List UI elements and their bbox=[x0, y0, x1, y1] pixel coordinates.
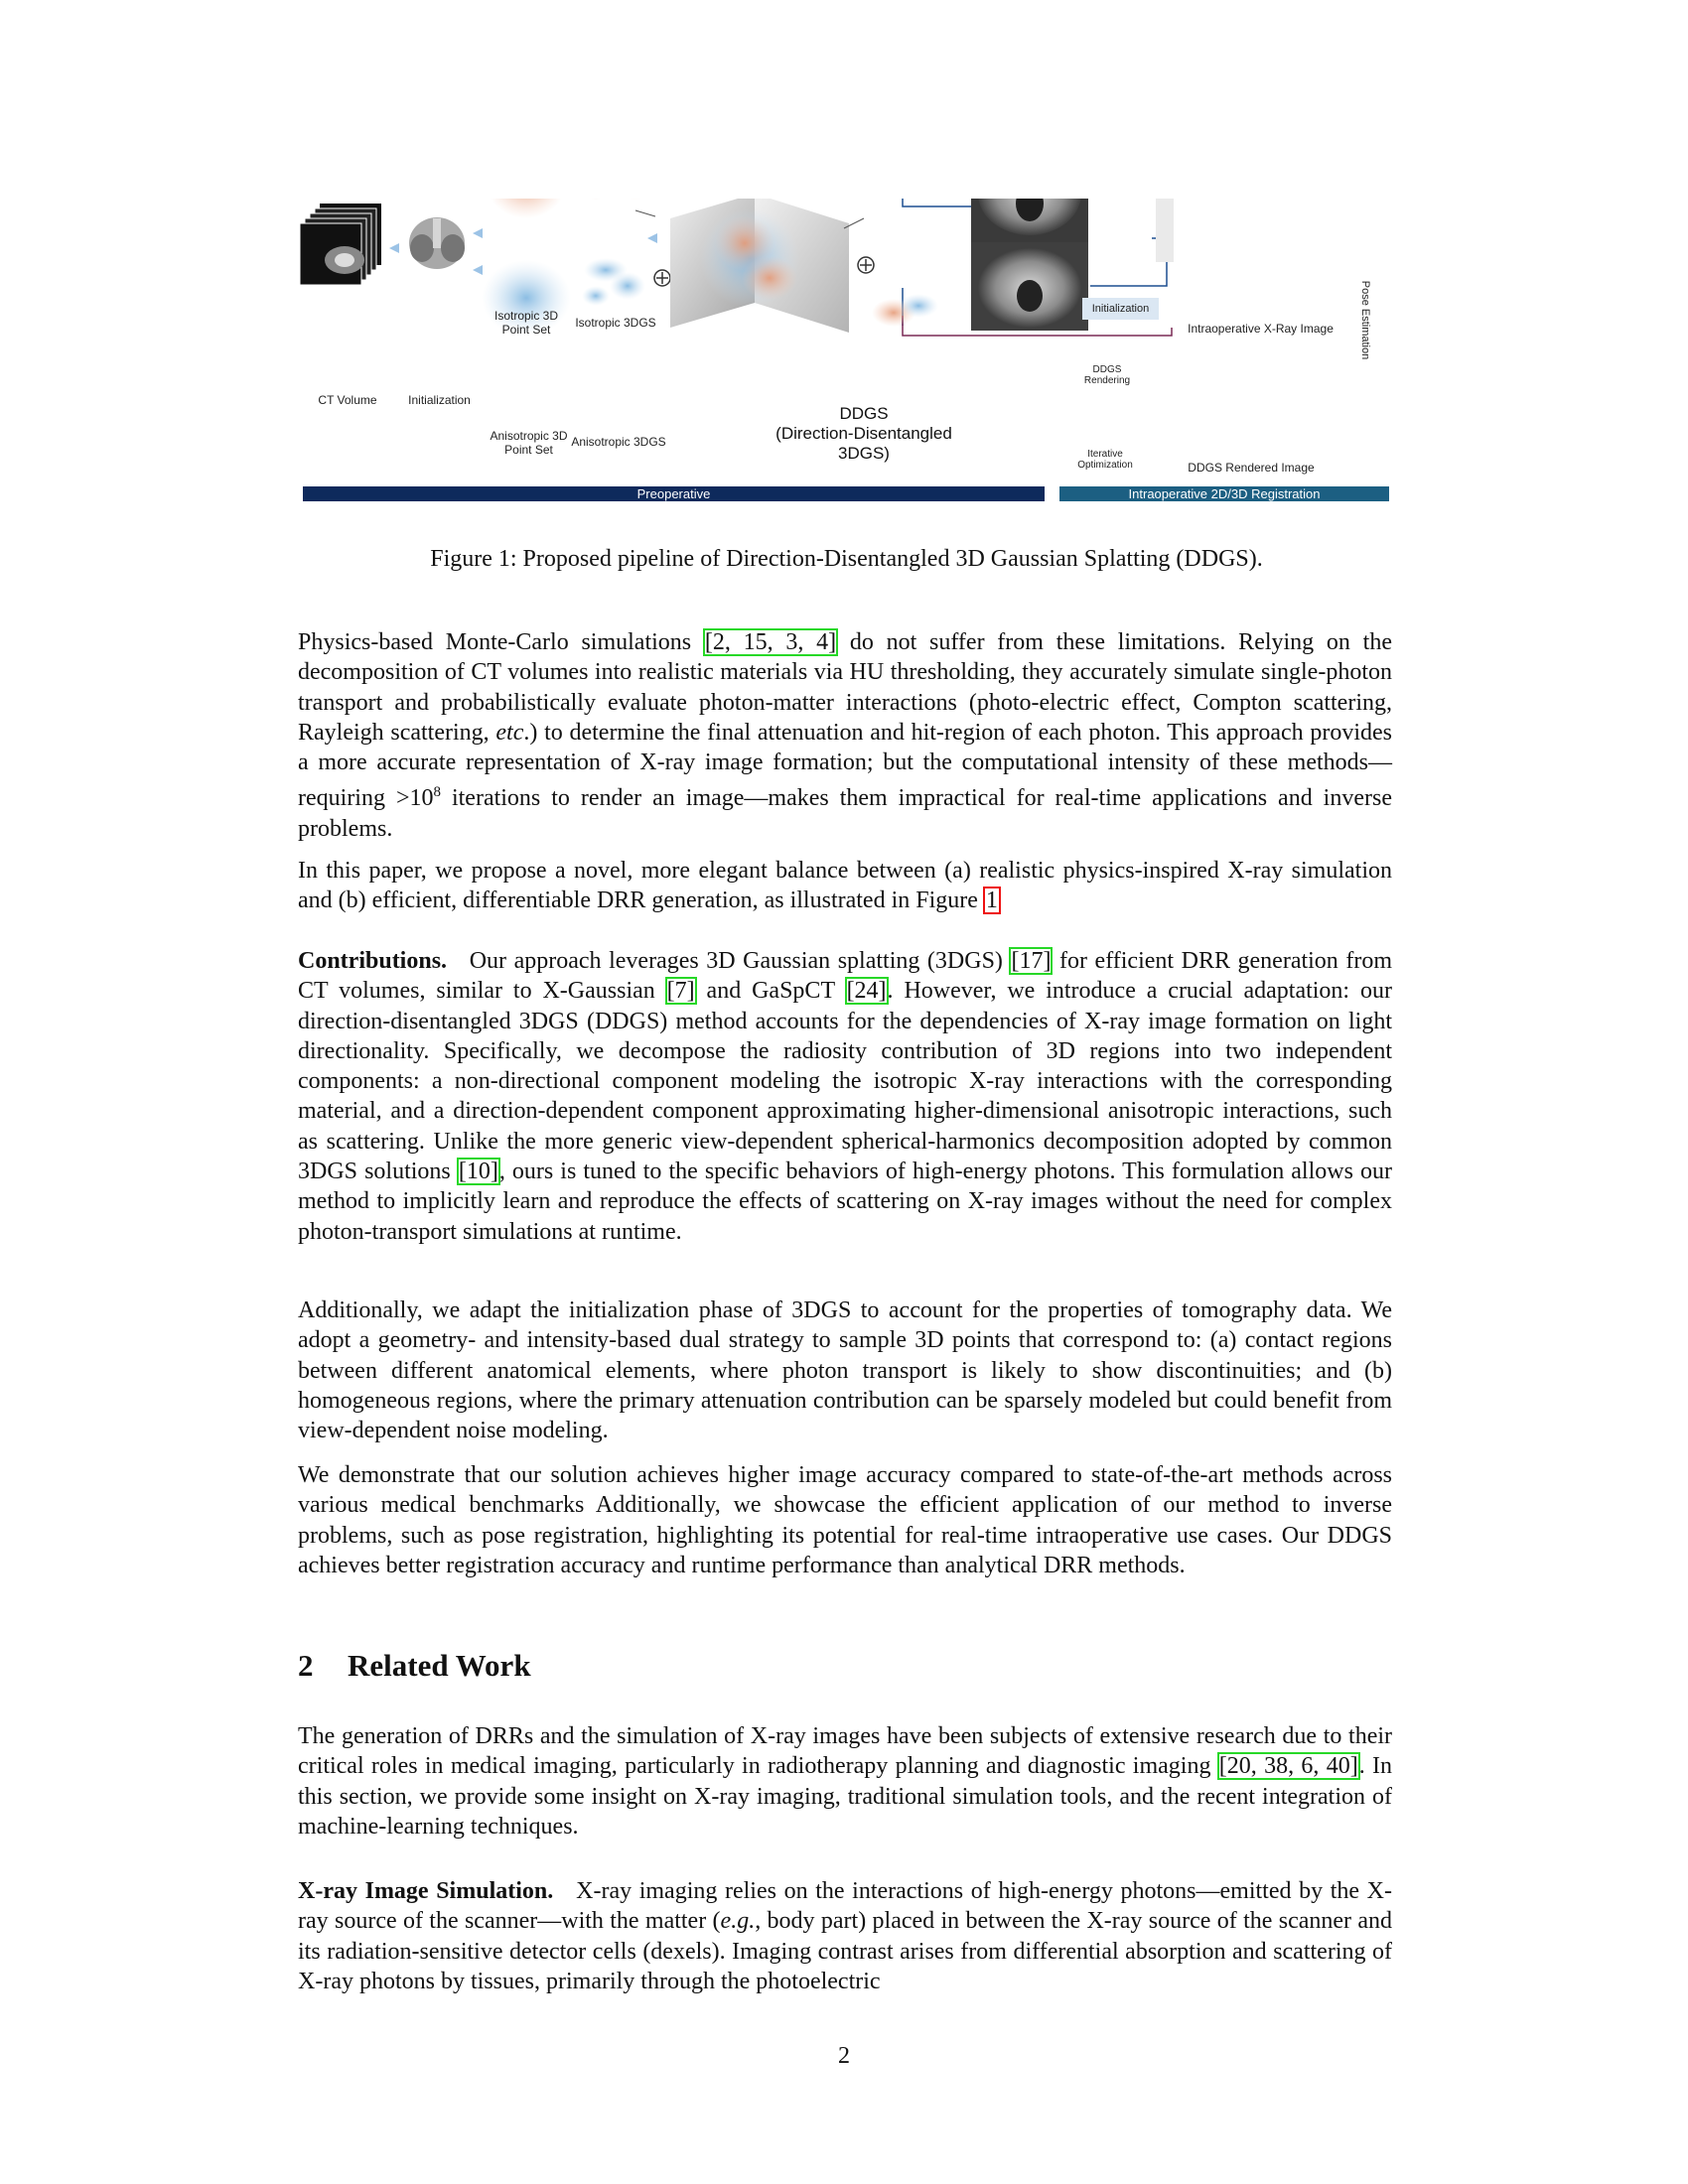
figure-ref-link[interactable]: 1 bbox=[985, 887, 998, 914]
label-ct-volume: CT Volume bbox=[318, 393, 377, 407]
skeleton-init-icon bbox=[409, 217, 465, 269]
ddgs-volume-box bbox=[635, 199, 864, 333]
paragraph-demonstration: We demonstrate that our solution achieves higher image accuracy compared to state-of-the-art methods across various medical benchmarks Additionally, we showcase the efficient application of our method to inverse problems, such as pose registration, highlighting its potential for real-time intraoperative use cases. Our DDGS achieves better registration accuracy and runtime performance than analytical DRR methods. bbox=[298, 1462, 1392, 1578]
italic-eg: e.g. bbox=[720, 1908, 756, 1935]
ct-volume-stack-icon bbox=[300, 204, 381, 285]
text-span: X-ray imaging relies on the interactions of high-energy photons—emitted by the X-ray source of the scanner—with the matter ( bbox=[298, 1878, 1393, 1935]
citation-link[interactable]: [20, 38, 6, 40] bbox=[1218, 1753, 1358, 1780]
paragraph-related-work bbox=[298, 1721, 1392, 1842]
paragraph-heading: X-ray Image Simulation. bbox=[298, 1878, 554, 1904]
text-span: . In this section, we provide some insight on X-ray imaging, traditional simulation tools, and the recent integration of machine-learning techniques. bbox=[298, 1753, 1393, 1840]
text-span: iterations to render an image—makes them impractical for real-time applications and inverse problems. bbox=[298, 785, 1392, 842]
superscript: 8 bbox=[433, 784, 441, 801]
pipeline-figure bbox=[298, 199, 1395, 506]
label-isotropic-point-set: Isotropic 3D Point Set bbox=[493, 309, 559, 337]
label-anisotropic-3dgs: Anisotropic 3DGS bbox=[571, 435, 666, 449]
label-ddgs-rendering: DDGS Rendering bbox=[1083, 364, 1131, 386]
paragraph-contributions bbox=[298, 946, 1392, 1247]
intraoperative-xray-image bbox=[971, 199, 1088, 245]
citation-link[interactable]: [10] bbox=[458, 1159, 498, 1185]
italic-etc: etc bbox=[495, 719, 524, 746]
paragraph-proposal bbox=[298, 856, 1392, 916]
label-iterative-optimization: Iterative Optimization bbox=[1077, 449, 1133, 471]
anisotropic-3dgs-blobs bbox=[582, 258, 645, 306]
figure-caption: Figure 1: Proposed pipeline of Direction-Disentangled 3D Gaussian Splatting (DDGS). bbox=[430, 546, 1263, 572]
initialization-box: Initialization bbox=[1082, 298, 1159, 320]
text-span: Physics-based Monte-Carlo simulations bbox=[298, 629, 704, 655]
citation-link[interactable]: [24] bbox=[846, 978, 887, 1005]
label-anisotropic-point-set: Anisotropic 3D Point Set bbox=[490, 429, 568, 457]
paragraph-heading: Contributions. bbox=[298, 948, 448, 974]
text-span: do not suffer from these limitations. Relying on the decomposition of CT volumes into realistic materials via HU thresholding, they accurately simulate single-photon transport and probabilistically evaluate photon-matter interactions (photo-electric effect, Compton scattering, Rayleigh scattering, bbox=[298, 629, 1392, 746]
ddgs-rendered-cloud bbox=[872, 294, 938, 327]
citation-link[interactable]: [2, 15, 3, 4] bbox=[704, 629, 837, 655]
label-pose-estimation bbox=[1350, 280, 1380, 359]
paragraph-initialization: Additionally, we adapt the initialization phase of 3DGS to account for the properties of tomography data. We adopt a geometry- and intensity-based dual strategy to sample 3D points that correspond to: (a) contact regions between different anatomical elements, where photon transport is likely to show discontinuities; and (b) homogeneous regions, where the primary attenuation contribution can be sparsely modeled but could benefit from view-dependent noise modeling. bbox=[298, 1297, 1392, 1444]
flow-arrow-icon bbox=[647, 233, 657, 243]
flow-arrow-icon bbox=[473, 228, 483, 238]
label-ddgs-rendered-image: DDGS Rendered Image bbox=[1188, 461, 1315, 475]
label-ddgs-full: (Direction-Disentangled bbox=[775, 424, 952, 443]
flow-arrow-icon bbox=[473, 265, 483, 275]
intraoperative-bar: Intraoperative 2D/3D Registration bbox=[1059, 486, 1389, 501]
paragraph-xray-simulation bbox=[298, 1876, 1392, 1996]
combine-plus-icon bbox=[858, 257, 874, 273]
label-isotropic-3dgs: Isotropic 3DGS bbox=[575, 316, 656, 330]
label-intraoperative-xray: Intraoperative X-Ray Image bbox=[1188, 322, 1334, 336]
text-span: .) to determine the final attenuation and hit-region of each photon. This approach provides a more accurate representation of X-ray image formation; but the computational intensity of these methods—requiring >10 bbox=[298, 719, 1392, 812]
paragraph-monte-carlo bbox=[298, 627, 1392, 844]
section-heading bbox=[298, 1648, 531, 1684]
page-number: 2 bbox=[838, 2043, 850, 2069]
text-span: , ours is tuned to the specific behaviors of high-energy photons. This formulation allows our method to implicitly learn and reproduce the effects of scattering on X-ray images without the need for complex photon-transport simulations at runtime. bbox=[298, 1159, 1392, 1245]
ddgs-rendered-xray-image bbox=[971, 242, 1088, 331]
text-span: , body part) placed in between the X-ray source of the scanner and its radiation-sensitive detector cells (dexels). Imaging contrast arises from differential absorption and scattering of X-ray photons by tissues, primarily through the photoelectric bbox=[298, 1908, 1393, 1994]
text-span: and GaSpCT bbox=[695, 978, 846, 1005]
section-title: Related Work bbox=[348, 1648, 531, 1683]
text-span: Our approach leverages 3D Gaussian splatting (3DGS) bbox=[469, 948, 1011, 974]
flow-arrow-icon bbox=[389, 243, 399, 253]
text-span: for efficient DRR generation from CT volumes, similar to X-Gaussian bbox=[298, 948, 1393, 1005]
combine-plus-icon bbox=[654, 270, 670, 286]
text-span: In this paper, we propose a novel, more elegant balance between (a) realistic physics-inspired X-ray simulation and (b) efficient, differentiable DRR generation, as illustrated in Figure bbox=[298, 858, 1392, 914]
isotropic-3dgs-blobs bbox=[584, 199, 651, 200]
pose-estimation-text: Pose Estimation bbox=[1359, 280, 1372, 359]
preoperative-bar: Preoperative bbox=[303, 486, 1045, 501]
section-number: 2 bbox=[298, 1648, 314, 1683]
label-ddgs: DDGS bbox=[839, 404, 889, 423]
isotropic-point-set bbox=[487, 199, 566, 218]
label-ddgs-3dgs: 3DGS) bbox=[838, 444, 890, 463]
text-span: . However, we introduce a crucial adaptation: our direction-disentangled 3DGS (DDGS) method accounts for the dependencies of X-ray image formation on light directionality. Specifically, we decompose the radiosity contribution of 3D regions into two independent components: a non-directional component modeling the isotropic X-ray interactions with the corresponding material, and a direction-dependent component approximating higher-dimensional anisotropic interactions, such as scattering. Unlike the more generic view-dependent spherical-harmonics decomposition adopted by common 3DGS solutions bbox=[298, 978, 1392, 1185]
label-initialization: Initialization bbox=[408, 393, 471, 407]
citation-link[interactable]: [17] bbox=[1011, 948, 1052, 974]
text-span: The generation of DRRs and the simulation of X-ray images have been subjects of extensive research due to their critical roles in medical imaging, particularly in radiotherapy planning and diagnostic imaging bbox=[298, 1723, 1392, 1780]
citation-link[interactable]: [7] bbox=[666, 978, 695, 1005]
